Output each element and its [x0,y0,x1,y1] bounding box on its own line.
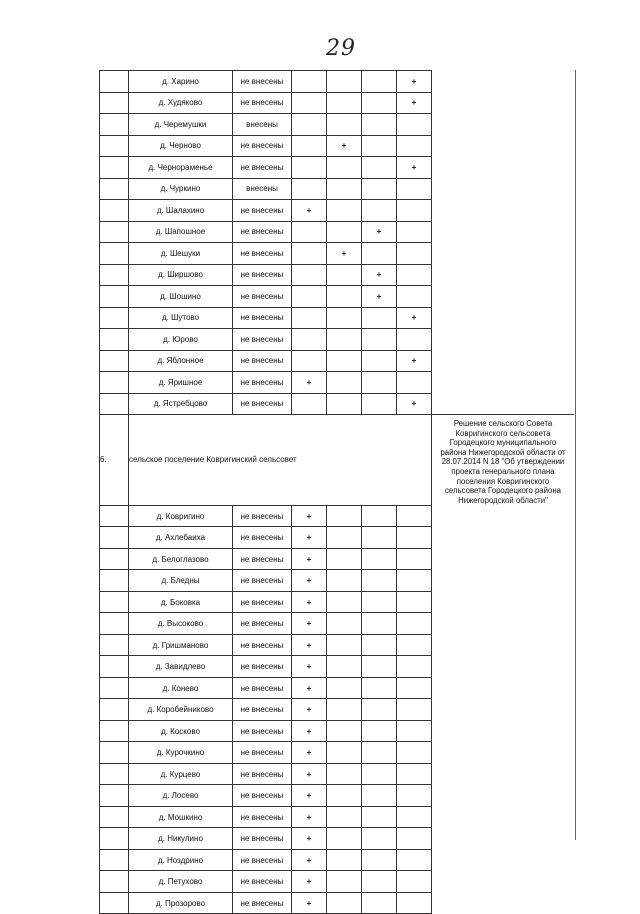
mark-cell: + [292,742,327,764]
mark-cell [327,634,362,656]
status-cell: не внесены [233,570,292,592]
mark-cell [397,135,432,157]
status-cell: не внесены [233,71,292,93]
row-number-cell [100,613,129,635]
status-cell: не внесены [233,350,292,372]
settlement-name: д. Петухово [129,871,233,893]
mark-cell [327,677,362,699]
mark-cell [397,329,432,351]
status-cell: не внесены [233,157,292,179]
mark-cell [362,548,397,570]
mark-cell: + [292,372,327,394]
settlement-name: д. Черемушки [129,114,233,136]
mark-cell [362,505,397,527]
mark-cell [327,264,362,286]
status-cell: не внесены [233,505,292,527]
settlement-name: д. Ширшово [129,264,233,286]
row-number-cell [100,92,129,114]
rows-before [100,71,575,415]
mark-cell [362,114,397,136]
mark-cell [362,178,397,200]
settlement-name: д. Гришманово [129,634,233,656]
mark-cell [362,785,397,807]
status-cell: не внесены [233,527,292,549]
rows-after [100,505,575,914]
mark-cell [397,634,432,656]
mark-cell [362,527,397,549]
mark-cell [292,393,327,415]
mark-cell: + [362,221,397,243]
mark-cell [362,157,397,179]
mark-cell [327,307,362,329]
mark-cell [292,307,327,329]
mark-cell: + [292,656,327,678]
row-number-cell [100,264,129,286]
mark-cell: + [292,828,327,850]
table-row [100,742,575,764]
status-cell: внесены [233,178,292,200]
status-cell: внесены [233,114,292,136]
mark-cell [397,871,432,893]
mark-cell [292,178,327,200]
settlement-name: д. Юрово [129,329,233,351]
mark-cell [327,178,362,200]
status-cell: не внесены [233,92,292,114]
mark-cell [292,329,327,351]
mark-cell [292,243,327,265]
document-cell-empty [432,71,575,415]
mark-cell: + [292,763,327,785]
mark-cell [327,393,362,415]
settlement-name: д. Харино [129,71,233,93]
row-number-cell [100,828,129,850]
status-cell: не внесены [233,372,292,394]
mark-cell [362,200,397,222]
mark-cell [397,221,432,243]
mark-cell [327,828,362,850]
row-number-cell [100,372,129,394]
mark-cell [327,200,362,222]
settlement-name: д. Бледны [129,570,233,592]
row-number-cell [100,806,129,828]
mark-cell: + [362,264,397,286]
mark-cell [397,286,432,308]
mark-cell [362,135,397,157]
row-number-cell [100,720,129,742]
status-cell: не внесены [233,742,292,764]
row-number-cell [100,742,129,764]
mark-cell [397,243,432,265]
mark-cell [327,570,362,592]
document-text: Решение сельского Совета Ковригинского сельсовета Городецкого муниципального района Нижегородской области от 28.07.2014 N 18 "Об утверждении проекта генерального плана поселения Ковригинского сельсовета Городецкого района Нижегородской области" [440,419,566,505]
status-cell: не внесены [233,243,292,265]
mark-cell [397,591,432,613]
mark-cell [362,871,397,893]
settlement-name: д. Косково [129,720,233,742]
mark-cell [327,656,362,678]
status-cell: не внесены [233,548,292,570]
mark-cell [327,591,362,613]
table-row [100,806,575,828]
mark-cell [362,613,397,635]
mark-cell [397,372,432,394]
mark-cell [397,548,432,570]
status-cell: не внесены [233,221,292,243]
mark-cell [292,135,327,157]
status-cell: не внесены [233,892,292,914]
row-number-cell [100,634,129,656]
mark-cell: + [397,350,432,372]
settlement-name: д. Черново [129,135,233,157]
mark-cell [397,892,432,914]
mark-cell [397,505,432,527]
mark-cell [292,71,327,93]
status-cell: не внесены [233,264,292,286]
mark-cell [362,806,397,828]
table-row [100,527,575,549]
page-number: 29 [326,36,356,61]
mark-cell [362,570,397,592]
status-cell: не внесены [233,763,292,785]
mark-cell [362,92,397,114]
settlement-name: д. Завидлево [129,656,233,678]
mark-cell: + [292,720,327,742]
settlement-name: д. Конево [129,677,233,699]
settlement-name: д. Яришное [129,372,233,394]
mark-cell [327,785,362,807]
section-number: 6. [100,415,129,506]
settlement-name: д. Боковка [129,591,233,613]
mark-cell [397,656,432,678]
mark-cell [397,677,432,699]
mark-cell [362,742,397,764]
settlement-name: д. Худяково [129,92,233,114]
status-cell: не внесены [233,849,292,871]
settlement-name: д. Шутово [129,307,233,329]
mark-cell [397,763,432,785]
mark-cell [362,243,397,265]
row-number-cell [100,178,129,200]
row-number-cell [100,329,129,351]
mark-cell [362,591,397,613]
mark-cell [397,178,432,200]
settlement-name: д. Курцево [129,763,233,785]
mark-cell [362,720,397,742]
mark-cell [327,763,362,785]
row-number-cell [100,157,129,179]
table-row [100,785,575,807]
row-number-cell [100,114,129,136]
mark-cell: + [292,570,327,592]
table-row [100,828,575,850]
status-cell: не внесены [233,871,292,893]
status-cell: не внесены [233,135,292,157]
row-number-cell [100,548,129,570]
mark-cell: + [362,286,397,308]
table-row [100,720,575,742]
status-cell: не внесены [233,677,292,699]
mark-cell [327,505,362,527]
status-cell: не внесены [233,613,292,635]
status-cell: не внесены [233,329,292,351]
mark-cell [327,114,362,136]
table-row [100,570,575,592]
mark-cell [397,849,432,871]
row-number-cell [100,849,129,871]
status-cell: не внесены [233,393,292,415]
mark-cell [292,114,327,136]
mark-cell [362,656,397,678]
mark-cell [362,849,397,871]
table-row [100,763,575,785]
mark-cell: + [397,92,432,114]
row-number-cell [100,570,129,592]
settlements-table [99,70,574,914]
row-number-cell [100,505,129,527]
mark-cell [292,221,327,243]
status-cell: не внесены [233,307,292,329]
mark-cell [327,372,362,394]
mark-cell [397,806,432,828]
mark-cell [397,264,432,286]
row-number-cell [100,763,129,785]
mark-cell [362,372,397,394]
mark-cell [327,806,362,828]
mark-cell [397,720,432,742]
mark-cell [327,221,362,243]
row-number-cell [100,286,129,308]
mark-cell [292,350,327,372]
mark-cell [292,264,327,286]
mark-cell [362,393,397,415]
settlement-name: д. Чернораменье [129,157,233,179]
mark-cell: + [292,785,327,807]
row-number-cell [100,892,129,914]
mark-cell: + [292,892,327,914]
status-cell: не внесены [233,591,292,613]
mark-cell [362,634,397,656]
mark-cell [327,71,362,93]
section-row [100,415,575,506]
mark-cell [292,286,327,308]
mark-cell: + [327,243,362,265]
mark-cell [327,350,362,372]
mark-cell [362,699,397,721]
mark-cell: + [292,634,327,656]
row-number-cell [100,591,129,613]
mark-cell: + [292,699,327,721]
status-cell: не внесены [233,720,292,742]
status-cell: не внесены [233,828,292,850]
mark-cell: + [292,505,327,527]
settlement-name: д. Ахлебаиха [129,527,233,549]
status-cell: не внесены [233,634,292,656]
mark-cell [362,828,397,850]
mark-cell: + [292,806,327,828]
status-cell: не внесены [233,200,292,222]
table-row [100,548,575,570]
settlement-name: д. Белоглазово [129,548,233,570]
document-cell [432,415,575,506]
section-title: сельское поселение Ковригинский сельсовет [129,415,432,506]
mark-cell [327,849,362,871]
mark-cell [362,307,397,329]
mark-cell [327,548,362,570]
mark-cell [327,892,362,914]
row-number-cell [100,393,129,415]
mark-cell [397,828,432,850]
mark-cell: + [397,157,432,179]
mark-cell [362,329,397,351]
section-header [100,415,575,506]
table-row [100,71,575,93]
mark-cell: + [292,871,327,893]
status-cell: не внесены [233,806,292,828]
mark-cell: + [292,200,327,222]
table-row [100,699,575,721]
row-number-cell [100,350,129,372]
mark-cell: + [292,677,327,699]
mark-cell [362,71,397,93]
settlement-name: д. Курочкино [129,742,233,764]
mark-cell [362,763,397,785]
settlement-name: д. Шапошное [129,221,233,243]
mark-cell [362,350,397,372]
status-cell: не внесены [233,656,292,678]
status-cell: не внесены [233,286,292,308]
mark-cell: + [397,71,432,93]
mark-cell [397,114,432,136]
mark-cell [327,157,362,179]
mark-cell [327,613,362,635]
mark-cell [362,892,397,914]
mark-cell [292,157,327,179]
row-number-cell [100,871,129,893]
row-number-cell [100,221,129,243]
settlement-name: д. Коробейниково [129,699,233,721]
settlement-name: д. Яблонное [129,350,233,372]
mark-cell: + [397,307,432,329]
row-number-cell [100,527,129,549]
settlement-name: д. Шалахино [129,200,233,222]
mark-cell [327,527,362,549]
mark-cell [327,286,362,308]
mark-cell [292,92,327,114]
settlement-name: д. Чуркино [129,178,233,200]
settlement-name: д. Высоково [129,613,233,635]
status-cell: не внесены [233,785,292,807]
mark-cell: + [292,548,327,570]
table-row [100,505,575,527]
mark-cell: + [292,527,327,549]
table-row [100,656,575,678]
settlement-name: д. Мошкино [129,806,233,828]
table-row [100,892,575,914]
mark-cell [327,742,362,764]
settlement-name: д. Лосево [129,785,233,807]
settlement-name: д. Ковригино [129,505,233,527]
row-number-cell [100,656,129,678]
mark-cell [327,329,362,351]
settlement-name: д. Шешуки [129,243,233,265]
mark-cell [397,527,432,549]
row-number-cell [100,200,129,222]
row-number-cell [100,307,129,329]
table-row [100,677,575,699]
table-row [100,871,575,893]
row-number-cell [100,135,129,157]
mark-cell [397,699,432,721]
row-number-cell [100,785,129,807]
mark-cell: + [397,393,432,415]
mark-cell: + [327,135,362,157]
row-number-cell [100,71,129,93]
mark-cell [362,677,397,699]
table-row [100,634,575,656]
settlement-name: д. Шошино [129,286,233,308]
mark-cell: + [292,849,327,871]
mark-cell [327,720,362,742]
row-number-cell [100,677,129,699]
settlement-name: д. Ястребцово [129,393,233,415]
mark-cell [397,613,432,635]
mark-cell: + [292,591,327,613]
table-row [100,591,575,613]
settlement-name: д. Прозорово [129,892,233,914]
settlement-name: д. Ноздрино [129,849,233,871]
settlement-name: д. Никулино [129,828,233,850]
mark-cell [397,200,432,222]
status-cell: не внесены [233,699,292,721]
row-number-cell [100,243,129,265]
table-row [100,849,575,871]
mark-cell: + [292,613,327,635]
right-border-line [575,70,576,840]
mark-cell [327,92,362,114]
mark-cell [397,742,432,764]
row-number-cell [100,699,129,721]
mark-cell [397,785,432,807]
mark-cell [397,570,432,592]
mark-cell [327,699,362,721]
mark-cell [327,871,362,893]
table-row [100,613,575,635]
